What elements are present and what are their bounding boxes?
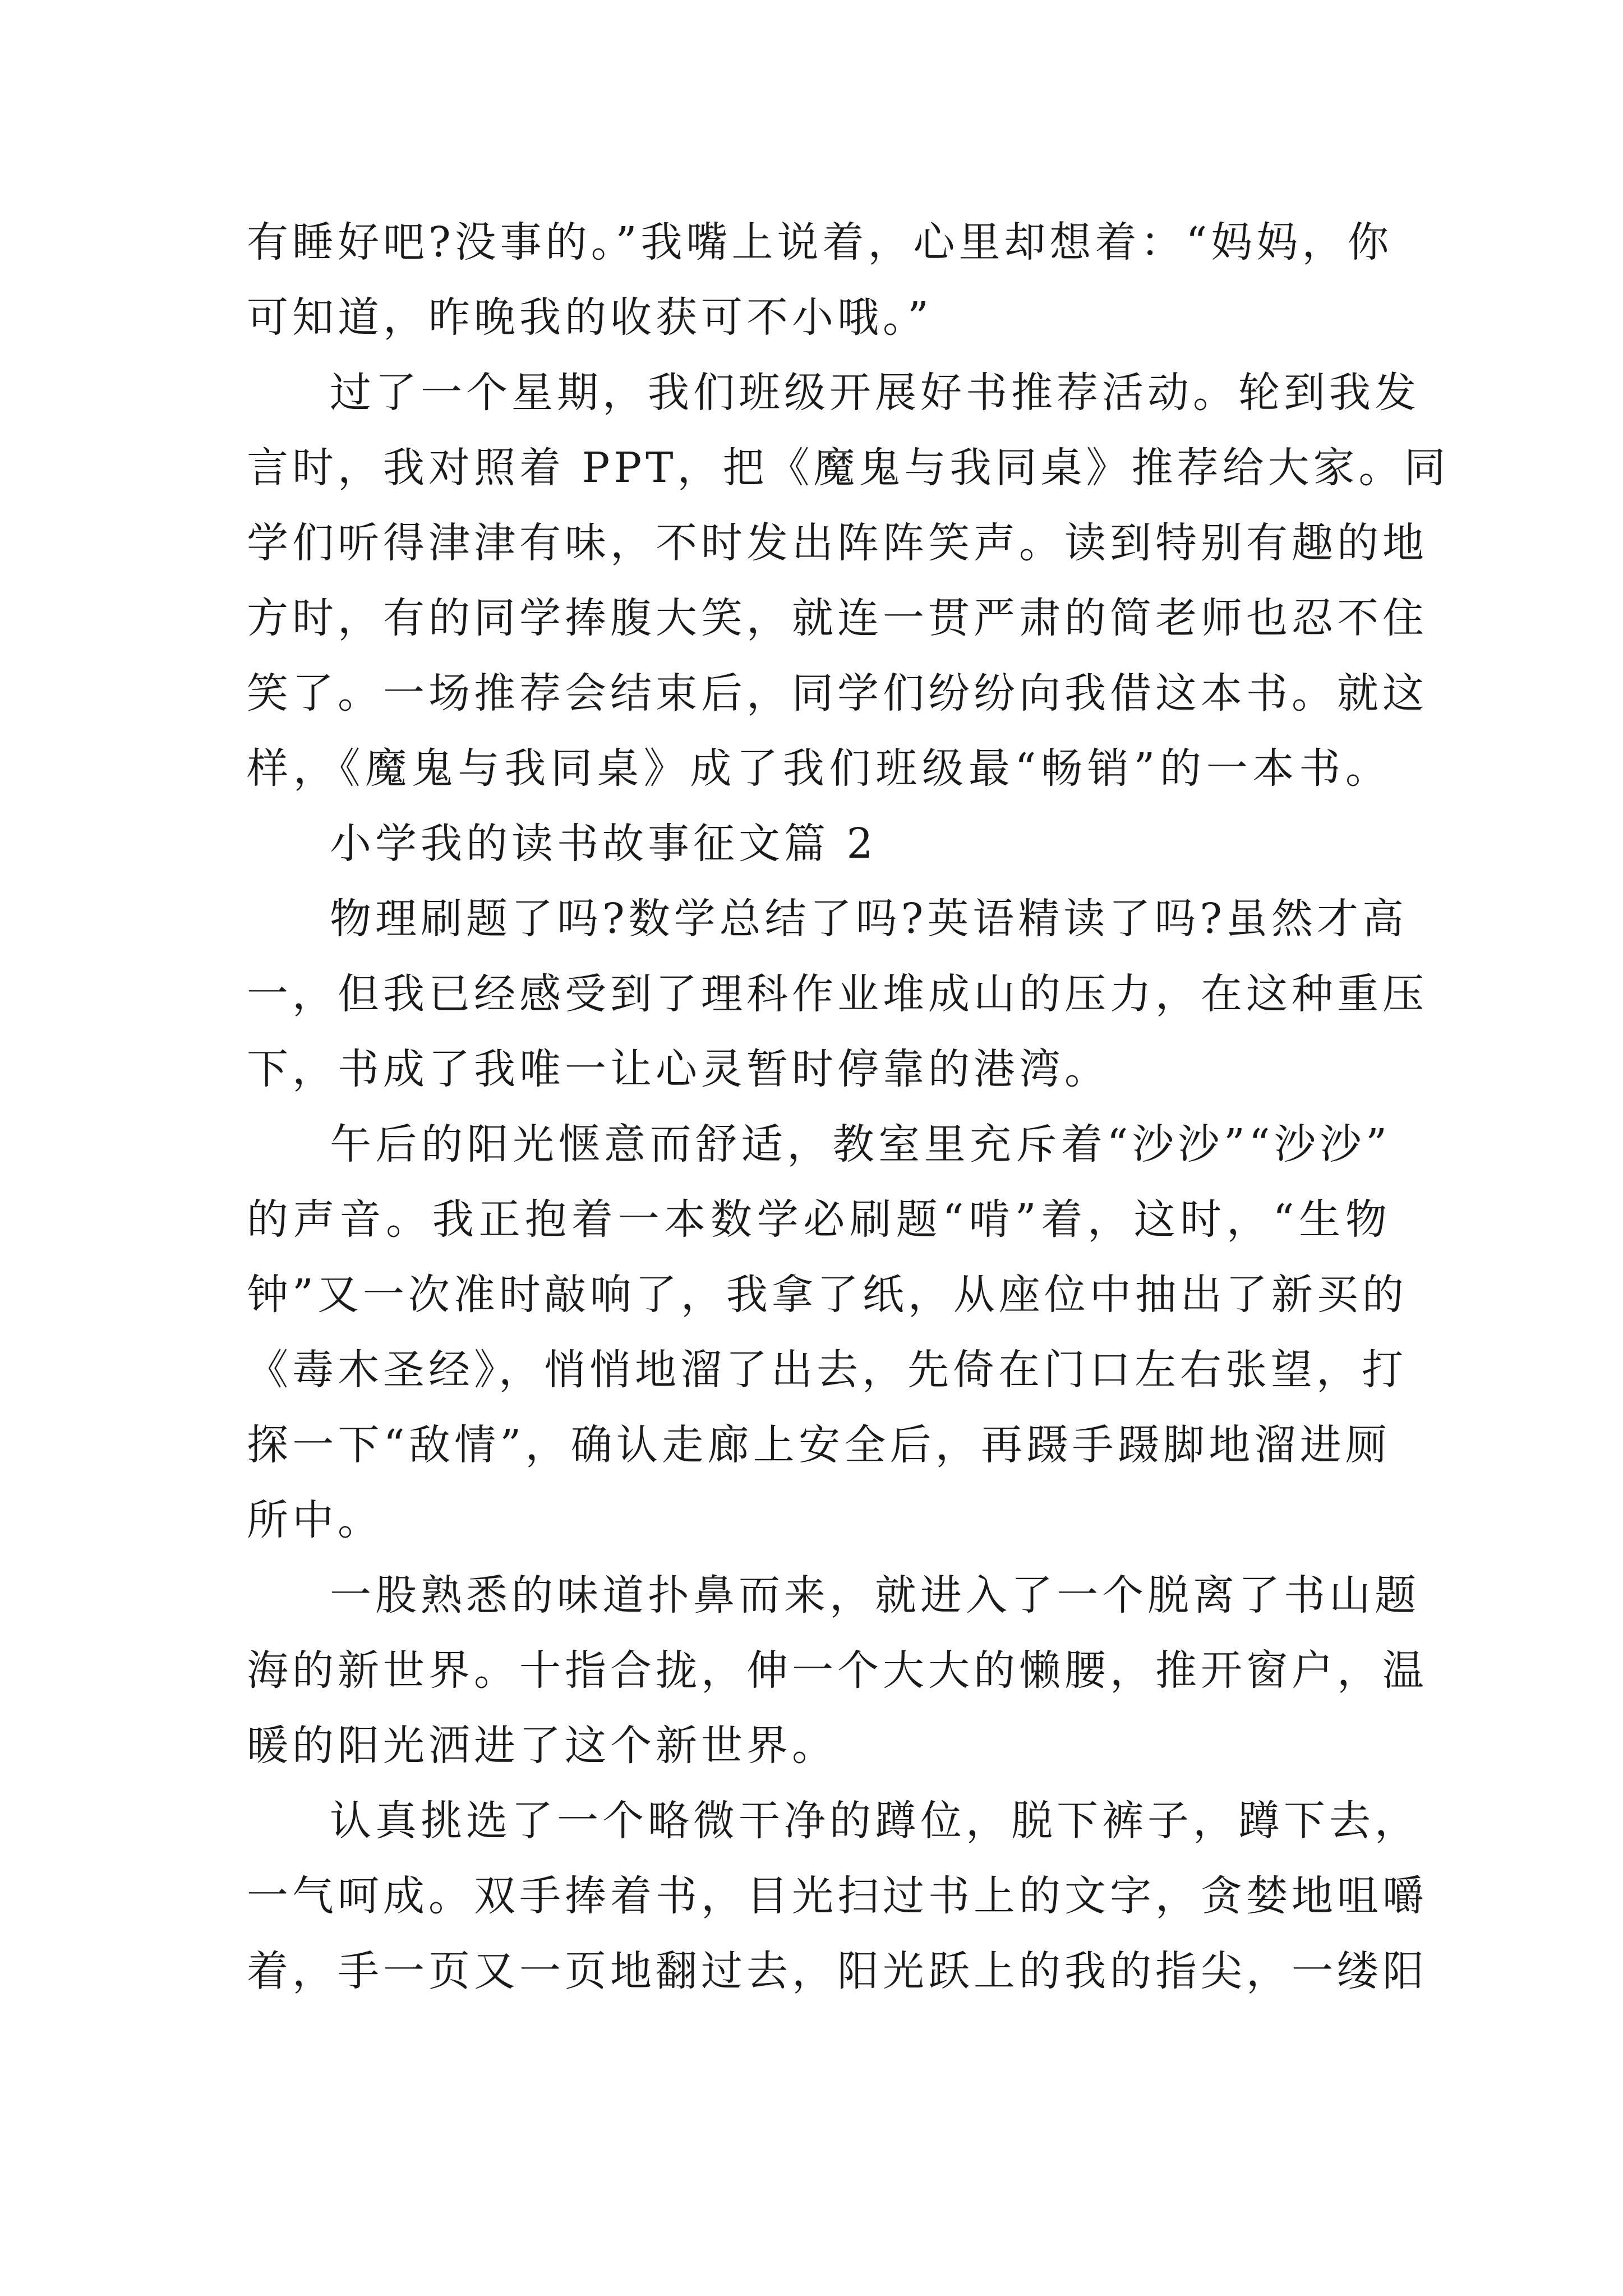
text-line: 方时，有的同学捧腹大笑，就连一贯严肃的简老师也忍不住 <box>247 594 1428 642</box>
text-line: 探一下“敌情”，确认走廊上安全后，再蹑手蹑脚地溜进厕 <box>247 1421 1391 1469</box>
text-line: 认真挑选了一个略微干净的蹲位，脱下裤子，蹲下去， <box>330 1797 1420 1845</box>
text-line: 小学我的读书故事征文篇 2 <box>330 820 877 868</box>
text-line: 言时，我对照着 PPT，把《魔鬼与我同桌》推荐给大家。同 <box>247 444 1450 492</box>
text-line: 一，但我已经感受到了理科作业堆成山的压力，在这种重压 <box>247 970 1428 1018</box>
text-line: 海的新世界。十指合拢，伸一个大大的懒腰，推开窗户，温 <box>247 1646 1428 1695</box>
text-line: 物理刷题了吗?数学总结了吗?英语精读了吗?虽然才高 <box>330 895 1408 943</box>
text-line: 钟”又一次准时敲响了，我拿了纸，从座位中抽出了新买的 <box>247 1271 1408 1319</box>
text-line: 过了一个星期，我们班级开展好书推荐活动。轮到我发 <box>330 369 1420 417</box>
text-line: 样，《魔鬼与我同桌》成了我们班级最“畅销”的一本书。 <box>247 744 1391 793</box>
text-line: 着，手一页又一页地翻过去，阳光跃上的我的指尖，一缕阳 <box>247 1947 1428 1995</box>
body-text <box>247 205 1450 2009</box>
text-line: 暖的阳光洒进了这个新世界。 <box>247 1722 837 1770</box>
text-line: 午后的阳光惬意而舒适，教室里充斥着“沙沙”“沙沙” <box>330 1120 1391 1168</box>
text-line: 的声音。我正抱着一本数学必刷题“啃”着，这时，“生物 <box>247 1195 1391 1244</box>
text-line: 《毒木圣经》，悄悄地溜了出去，先倚在门口左右张望，打 <box>247 1346 1407 1394</box>
text-line: 所中。 <box>247 1496 383 1544</box>
text-line: 可知道，昨晚我的收获可不小哦。” <box>247 293 933 342</box>
text-line: 笑了。一场推荐会结束后，同学们纷纷向我借这本书。就这 <box>247 669 1428 717</box>
text-line: 学们听得津津有味，不时发出阵阵笑声。读到特别有趣的地 <box>247 519 1428 567</box>
text-line: 有睡好吧?没事的。”我嘴上说着，心里却想着：“妈妈，你 <box>247 218 1393 266</box>
text-line: 一气呵成。双手捧着书，目光扫过书上的文字，贪婪地咀嚼 <box>247 1872 1428 1920</box>
text-line: 下，书成了我唯一让心灵暂时停靠的港湾。 <box>247 1045 1110 1093</box>
text-line: 一股熟悉的味道扑鼻而来，就进入了一个脱离了书山题 <box>330 1571 1420 1619</box>
